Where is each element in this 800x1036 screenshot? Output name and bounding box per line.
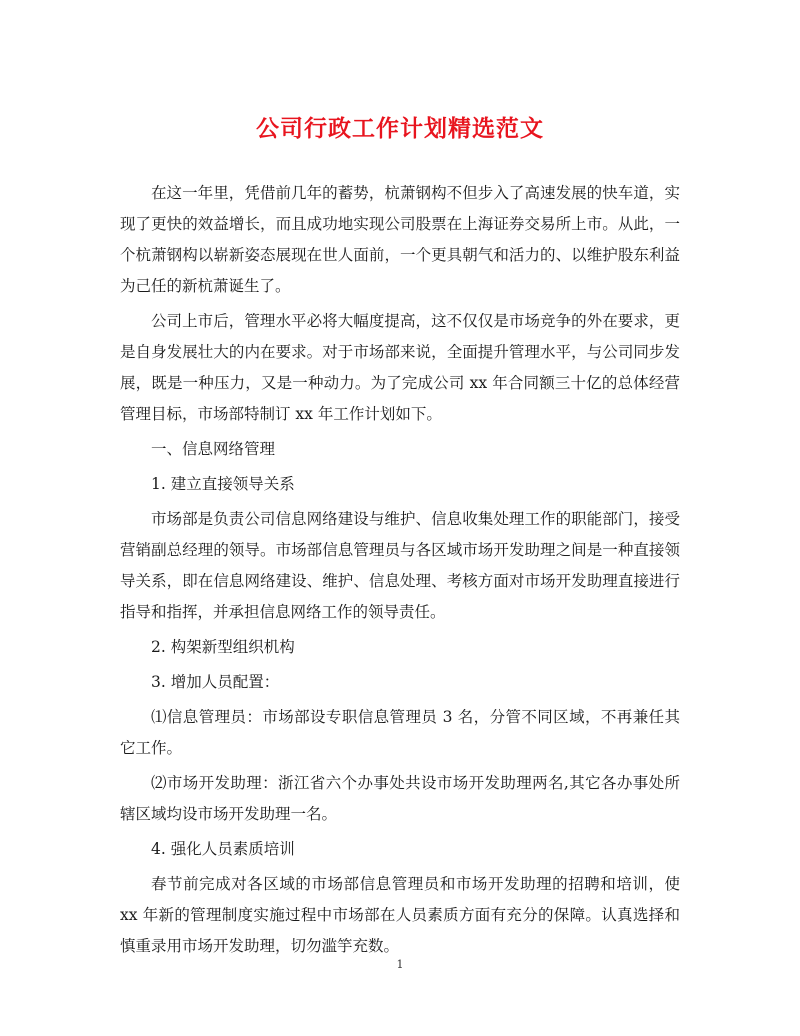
subheading-leadership: 1. 建立直接领导关系 <box>151 475 295 493</box>
page-title: 公司行政工作计划精选范文 <box>256 115 544 142</box>
list-item-info-manager: ⑴信息管理员：市场部设专职信息管理员 3 名，分管不同区域，不再兼任其它工作。 <box>120 708 680 757</box>
subheading-staffing: 3. 增加人员配置： <box>151 673 280 691</box>
paragraph-training: 春节前完成对各区域的市场部信息管理员和市场开发助理的招聘和培训，使 xx 年新的管理制度实施过程中市场部在人员素质方面有充分的保障。认真选择和慎重录用市场开发助理，切勿滥竽充数。 <box>120 875 680 955</box>
page-number: 1 <box>396 958 404 971</box>
document-body <box>120 178 680 966</box>
paragraph-intro: 在这一年里，凭借前几年的蓄势，杭萧钢构不但步入了高速发展的快车道，实现了更快的效益增长，而且成功地实现公司股票在上海证券交易所上市。从此，一个杭萧钢构以崭新姿态展现在世人面前，一个更具朝气和活力的、以维护股东利益为己任的新杭萧诞生了。 <box>120 184 680 295</box>
paragraph-listing: 公司上市后，管理水平必将大幅度提高，这不仅仅是市场竞争的外在要求，更是自身发展壮大的内在要求。对于市场部来说，全面提升管理水平，与公司同步发展，既是一种压力，又是一种动力。为了完成公司 xx 年合同额三十亿的总体经营管理目标，市场部特制订 xx 年工作计划如下。 <box>120 312 680 423</box>
paragraph-market-dept: 市场部是负责公司信息网络建设与维护、信息收集处理工作的职能部门，接受营销副总经理的领导。市场部信息管理员与各区域市场开发助理之间是一种直接领导关系，即在信息网络建设、维护、信息处理、考核方面对市场开发助理直接进行指导和指挥，并承担信息网络工作的领导责任。 <box>120 510 680 621</box>
subheading-training: 4. 强化人员素质培训 <box>151 840 295 858</box>
subheading-organization: 2. 构架新型组织机构 <box>151 638 295 656</box>
section-heading-info-network: 一、信息网络管理 <box>151 440 276 458</box>
list-item-market-assistant: ⑵市场开发助理：浙江省六个办事处共设市场开发助理两名,其它各办事处所辖区域均设市场开发助理一名。 <box>120 774 680 823</box>
